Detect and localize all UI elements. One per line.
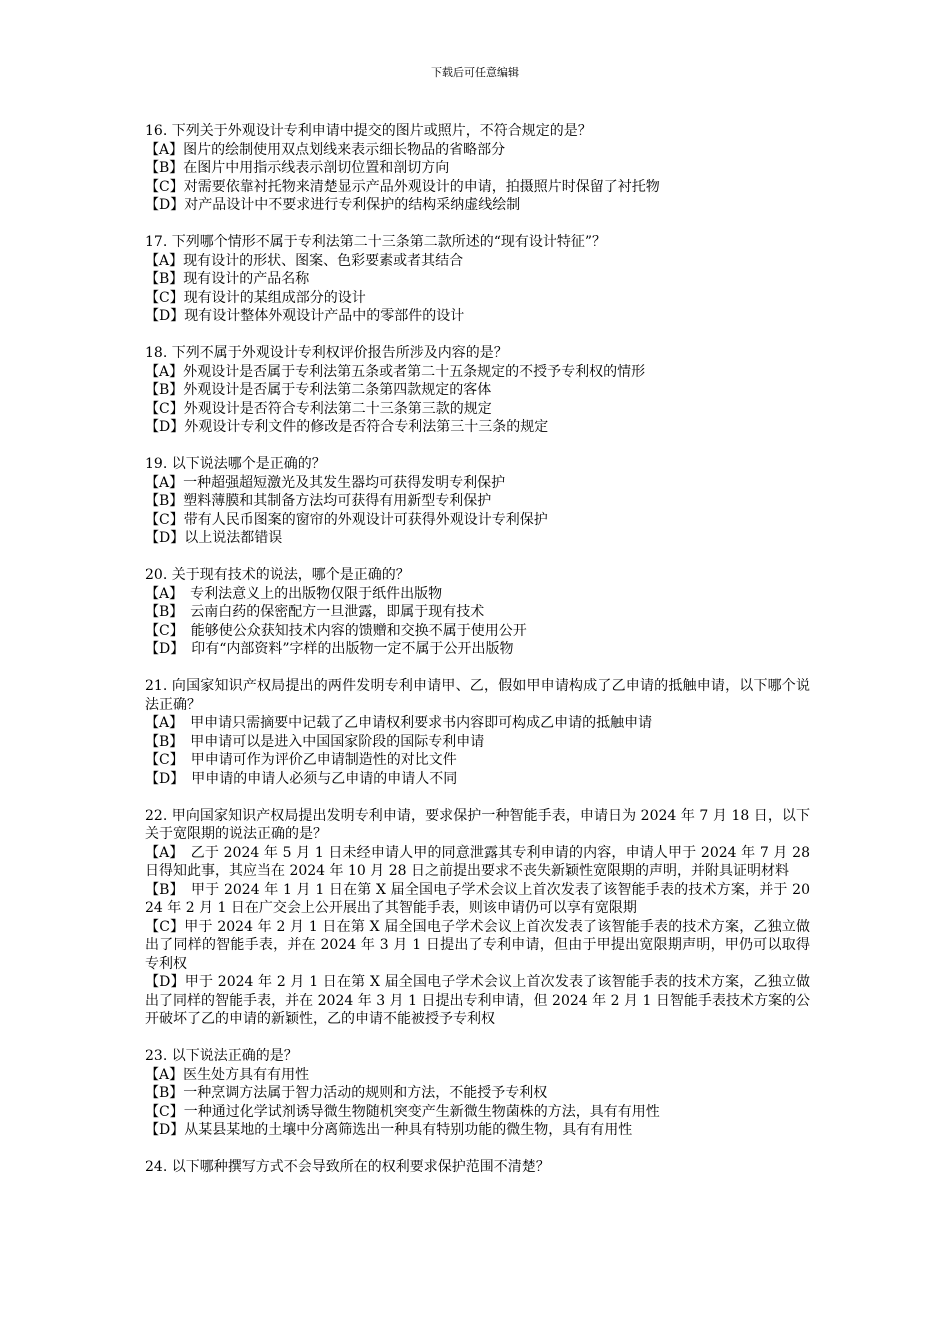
question-19 [145,455,810,548]
document-body [145,122,810,1195]
option-d: 【D】对产品设计中不要求进行专利保护的结构采纳虚线绘制 [145,197,521,213]
option-c: 【C】 甲申请可作为评价乙申请制造性的对比文件 [145,752,457,768]
option-a: 【A】医生处方具有有用性 [145,1066,310,1083]
option-c: 【C】外观设计是否符合专利法第二十三条第三款的规定 [145,400,492,417]
question-20 [145,566,810,659]
option-c: 【C】带有人民币图案的窗帘的外观设计可获得外观设计专利保护 [145,511,548,528]
question-stem: 24. 以下哪种撰写方式不会导致所在的权利要求保护范围不清楚？ [145,1159,550,1175]
option-c: 【C】对需要依靠衬托物来清楚显示产品外观设计的申请，拍摄照片时保留了衬托物 [145,178,660,195]
option-b: 【B】在图片中用指示线表示剖切位置和剖切方向 [145,160,450,176]
option-b: 【B】一种烹调方法属于智力活动的规则和方法，不能授予专利权 [145,1085,548,1101]
question-16 [145,122,810,215]
question-22 [145,807,810,1029]
question-21 [145,677,810,788]
option-d: 【D】 甲申请的申请人必须与乙申请的申请人不同 [145,770,458,787]
option-d: 【D】从某县某地的土壤中分离筛选出一种具有特别功能的微生物，具有有用性 [145,1122,633,1138]
option-c: 【C】 能够使公众获知技术内容的馈赠和交换不属于使用公开 [145,622,527,639]
option-a: 【A】 专利法意义上的出版物仅限于纸件出版物 [145,585,443,602]
question-17 [145,233,810,326]
option-a: 【A】 乙于 2024 年 5 月 1 日未经申请人甲的同意泄露其专利申请的内容，申请人甲于 2024 年 7 月 28 日得知此事，其应当在 2024 年 10 月 28 日之前提出要求不丧失新颖性宽限期的声明，并附具证明材料 [145,844,810,879]
option-b: 【B】 甲申请可以是进入中国国家阶段的国际专利申请 [145,733,485,750]
question-stem: 19. 以下说法哪个是正确的？ [145,456,326,472]
option-d: 【D】外观设计专利文件的修改是否符合专利法第三十三条的规定 [145,419,549,435]
option-b: 【B】 云南白药的保密配方一旦泄露，即属于现有技术 [145,604,485,620]
option-b: 【B】塑料薄膜和其制备方法均可获得有用新型专利保护 [145,493,492,509]
question-23 [145,1047,810,1140]
option-d: 【D】 印有“内部资料”字样的出版物一定不属于公开出版物 [145,641,514,657]
option-b: 【B】 甲于 2024 年 1 月 1 日在第 X 届全国电子学术会议上首次发表了该智能手表的技术方案，并于 2024 年 2 月 1 日在广交会上公开展出了其智能手表，则该申请仍可以享有宽限期 [145,881,810,916]
option-b: 【B】外观设计是否属于专利法第二条第四款规定的客体 [145,382,492,398]
question-18 [145,344,810,437]
page-header: 下载后可任意编辑 [431,66,519,79]
option-a: 【A】现有设计的形状、图案、色彩要素或者其结合 [145,252,464,269]
option-c: 【C】甲于 2024 年 2 月 1 日在第 X 届全国电子学术会议上首次发表了该智能手表的技术方案，乙独立做出了同样的智能手表，并在 2024 年 3 月 1 日提出了专利申请，但由于甲提出宽限期声明，甲仍可以取得专利权 [145,918,810,972]
question-stem: 22. 甲向国家知识产权局提出发明专利申请，要求保护一种智能手表，申请日为 2024 年 7 月 18 日，以下关于宽限期的说法正确的是？ [145,807,810,842]
question-stem: 16. 下列关于外观设计专利申请中提交的图片或照片，不符合规定的是？ [145,123,592,139]
option-d: 【D】甲于 2024 年 2 月 1 日在第 X 届全国电子学术会议上首次发表了该智能手表的技术方案，乙独立做出了同样的智能手表，并在 2024 年 3 月 1 日提出专利申请，但 2024 年 2 月 1 日智能手表技术方案的公开破坏了乙的申请的新颖性，乙的申请不能被授予专利权 [145,974,810,1027]
question-stem: 18. 下列不属于外观设计专利权评价报告所涉及内容的是？ [145,345,508,361]
option-a: 【A】外观设计是否属于专利法第五条或者第二十五条规定的不授予专利权的情形 [145,363,646,380]
option-a: 【A】 甲申请只需摘要中记载了乙申请权利要求书内容即可构成乙申请的抵触申请 [145,715,653,731]
option-c: 【C】一种通过化学试剂诱导微生物随机突变产生新微生物菌株的方法，具有有用性 [145,1103,660,1120]
option-c: 【C】现有设计的某组成部分的设计 [145,289,366,306]
option-d: 【D】以上说法都错误 [145,530,283,546]
question-stem: 20. 关于现有技术的说法，哪个是正确的？ [145,567,410,583]
option-a: 【A】图片的绘制使用双点划线来表示细长物品的省略部分 [145,141,506,158]
question-stem: 21. 向国家知识产权局提出的两件发明专利申请甲、乙，假如甲申请构成了乙申请的抵触申请，以下哪个说法正确？ [145,678,810,713]
question-stem: 23. 以下说法正确的是？ [145,1048,298,1064]
option-d: 【D】现有设计整体外观设计产品中的零部件的设计 [145,308,465,324]
option-a: 【A】一种超强超短激光及其发生器均可获得发明专利保护 [145,474,506,491]
question-24 [145,1158,810,1177]
option-b: 【B】现有设计的产品名称 [145,271,310,287]
question-stem: 17. 下列哪个情形不属于专利法第二十三条第二款所述的“现有设计特征”？ [145,234,607,250]
